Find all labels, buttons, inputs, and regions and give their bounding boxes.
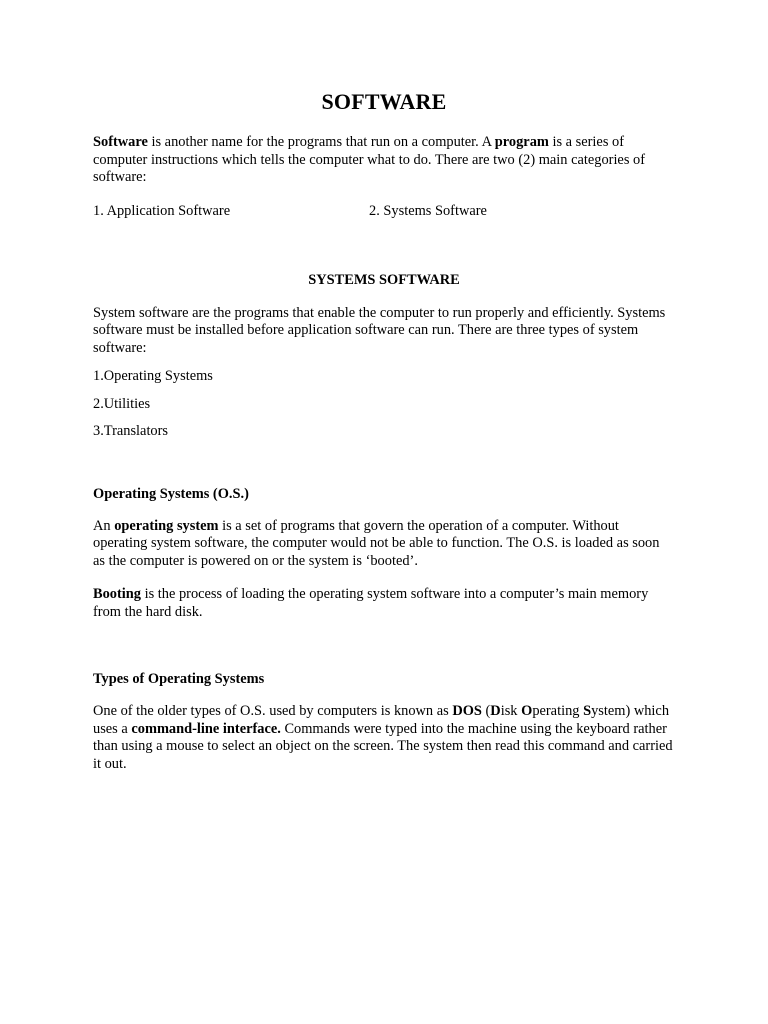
booting-paragraph [93,586,675,621]
term-booting: Booting [93,586,141,602]
dos-text-3: isk [500,703,522,719]
document-page [93,88,675,773]
software-categories [93,203,675,221]
dos-paragraph [93,703,675,773]
intro-text-1: is another name for the programs that run on a computer. A [147,134,495,150]
dos-text-4: perating [532,703,584,719]
category-application: 1. Application Software [93,202,231,219]
operating-system-paragraph [93,518,675,571]
term-operating-system: operating system [114,517,219,534]
system-type-utilities: 2.Utilities [93,395,151,412]
term-dos: DOS [452,703,482,719]
term-command-line-interface: command-line interface. [131,720,281,737]
dos-text-2: ( [481,703,491,719]
dos-letter-o: O [521,703,533,719]
os-text-1: An [93,517,115,534]
types-of-os-heading: Types of Operating Systems [93,671,265,687]
document-title: SOFTWARE [321,89,447,114]
term-program: program [494,134,549,150]
os-text-2: is a set of programs that govern the operation of a computer. Without operating system software, the computer would not be able to function. The O.S. is loaded as soon as the computer is powered on or the system is ‘booted’. [93,517,660,569]
category-systems: 2. Systems Software [369,202,487,219]
dos-text-1: One of the older types of O.S. used by computers is known as [93,703,453,719]
term-software: Software [93,134,148,150]
intro-paragraph [93,134,675,187]
system-type-operating-systems: 1.Operating Systems [93,368,213,384]
systems-software-paragraph: System software are the programs that enable the computer to run properly and efficiently. Systems software must be installed before application software can run. There are three types of system software: [93,304,666,356]
systems-software-heading: SYSTEMS SOFTWARE [308,271,460,288]
dos-text-5: ystem) which uses a [93,703,670,737]
booting-text: is the process of loading the operating system software into a computer’s main memory from the hard disk. [93,586,649,620]
operating-systems-heading: Operating Systems (O.S.) [93,485,249,502]
intro-text-2: is a series of computer instructions which tells the computer what to do. There are two (2) main categories of software: [93,134,646,185]
system-type-translators: 3.Translators [93,423,169,439]
dos-letter-d: D [490,703,501,719]
dos-letter-s: S [583,703,592,719]
dos-text-6: Commands were typed into the machine using the keyboard rather than using a mouse to select an object on the screen. The system then read this command and carried it out. [93,720,673,772]
